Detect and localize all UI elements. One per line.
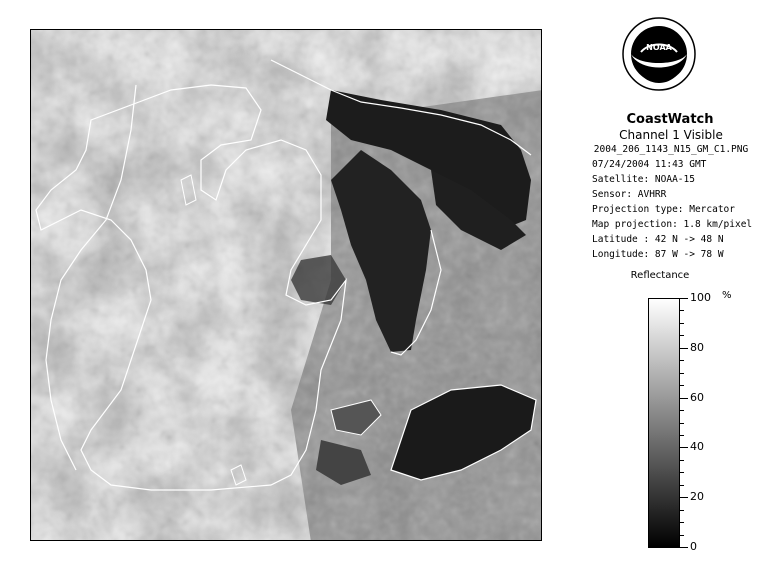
scale-tick [680, 298, 688, 299]
map-image [31, 30, 542, 541]
scale-minor-tick [680, 323, 684, 324]
scale-minor-tick [680, 485, 684, 486]
scale-minor-tick [680, 385, 684, 386]
longitude-label: Longitude: 87 W -> 78 W [592, 249, 724, 260]
satellite-label: Satellite: NOAA-15 [592, 174, 695, 185]
scale-tick [680, 348, 688, 349]
scale-tick-label: 60 [690, 391, 704, 404]
noaa-emblem [619, 14, 699, 114]
map-projection-label: Map projection: 1.8 km/pixel [592, 219, 753, 230]
channel-label: Channel 1 Visible [619, 128, 723, 142]
scale-minor-tick [680, 522, 684, 523]
scale-tick [680, 497, 688, 498]
filename-label: 2004_206_1143_N15_GM_C1.PNG [593, 144, 749, 155]
scale-minor-tick [680, 310, 684, 311]
scale-title: Reflectance [630, 270, 690, 281]
reflectance-scale-bar [648, 298, 680, 548]
info-panel [560, 112, 782, 262]
scale-minor-tick [680, 435, 684, 436]
latitude-label: Latitude : 42 N -> 48 N [592, 234, 724, 245]
sensor-label: Sensor: AVHRR [592, 189, 667, 200]
scale-minor-tick [680, 460, 684, 461]
scale-tick-label: 100 [690, 291, 711, 304]
projection-type-label: Projection type: Mercator [592, 204, 735, 215]
scale-tick-label: 40 [690, 440, 704, 453]
scale-tick-label: 80 [690, 341, 704, 354]
noaa-logo [619, 14, 699, 114]
scale-tick [680, 447, 688, 448]
brand-title: CoastWatch [626, 112, 714, 127]
scale-unit: % [722, 290, 732, 301]
scale-minor-tick [680, 360, 684, 361]
scale-minor-tick [680, 335, 684, 336]
scale-minor-tick [680, 472, 684, 473]
scale-minor-tick [680, 373, 684, 374]
scale-minor-tick [680, 410, 684, 411]
scale-minor-tick [680, 510, 684, 511]
datetime-label: 07/24/2004 11:43 GMT [592, 159, 707, 170]
scale-tick-label: 0 [690, 540, 697, 553]
scale-tick [680, 547, 688, 548]
scale-tick-label: 20 [690, 490, 704, 503]
logo-center-text: NOAA [646, 43, 672, 52]
scale-minor-tick [680, 423, 684, 424]
satellite-map [30, 29, 542, 541]
scale-minor-tick [680, 535, 684, 536]
scale-tick [680, 398, 688, 399]
